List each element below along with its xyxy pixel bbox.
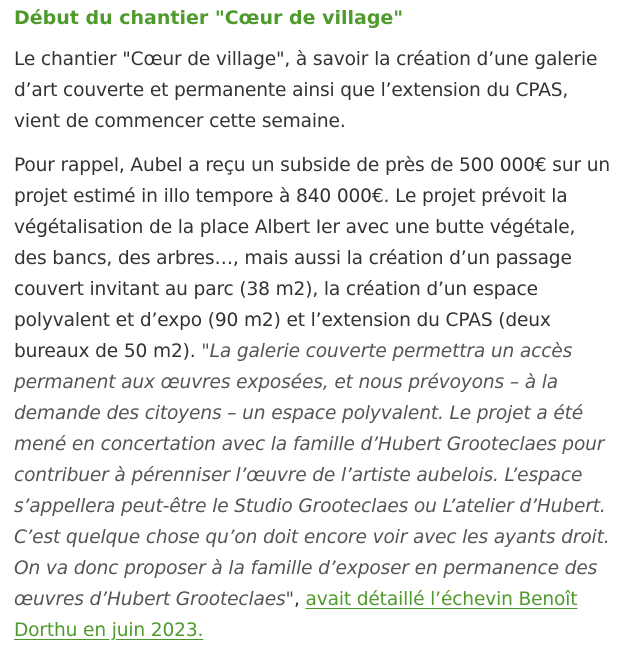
article-paragraph-intro: Le chantier "Cœur de village", à savoir la création d’une galerie d’art couverte et permanente ainsi que l’extension du CPAS, vient de commencer cette semaine. (14, 49, 598, 132)
quote-separator: , (293, 589, 306, 610)
details-text: Pour rappel, Aubel a reçu un subside de près de 500 000€ sur un projet estimé in illo tempore à 840 000€. Le projet prévoit la végétalisation de la place Albert Ier avec une butte végétale, des bancs, des arbres…, mais aussi la création d’un passage couvert invitant au parc (38 m2), la création d’un espace polyvalent et d’expo (90 m2) et l’extension du CPAS (deux bureaux de 50 m2). (14, 155, 610, 362)
alderman-quote: "La galerie couverte permettra un accès permanent aux œuvres exposées, et nous prévoyons – à la demande des citoyens – un espace polyvalent. Le projet a été mené en concertation avec la famille d’Hubert Grooteclaes pour contribuer à pérenniser l’œuvre de l’artiste aubelois. L’espace s’appellera peut-être le Studio Grooteclaes ou L’atelier d’Hubert. C’est quelque chose qu’on doit encore voir avec les ayants droit. On va donc proposer à la famille d’exposer en permanence des œuvres d’Hubert Grooteclaes" (14, 341, 610, 610)
article-title: Début du chantier "Cœur de village" (14, 7, 404, 29)
source-link[interactable]: avait détaillé l’échevin Benoît Dorthu en juin 2023. (14, 589, 578, 641)
article-paragraph-details (14, 150, 611, 646)
